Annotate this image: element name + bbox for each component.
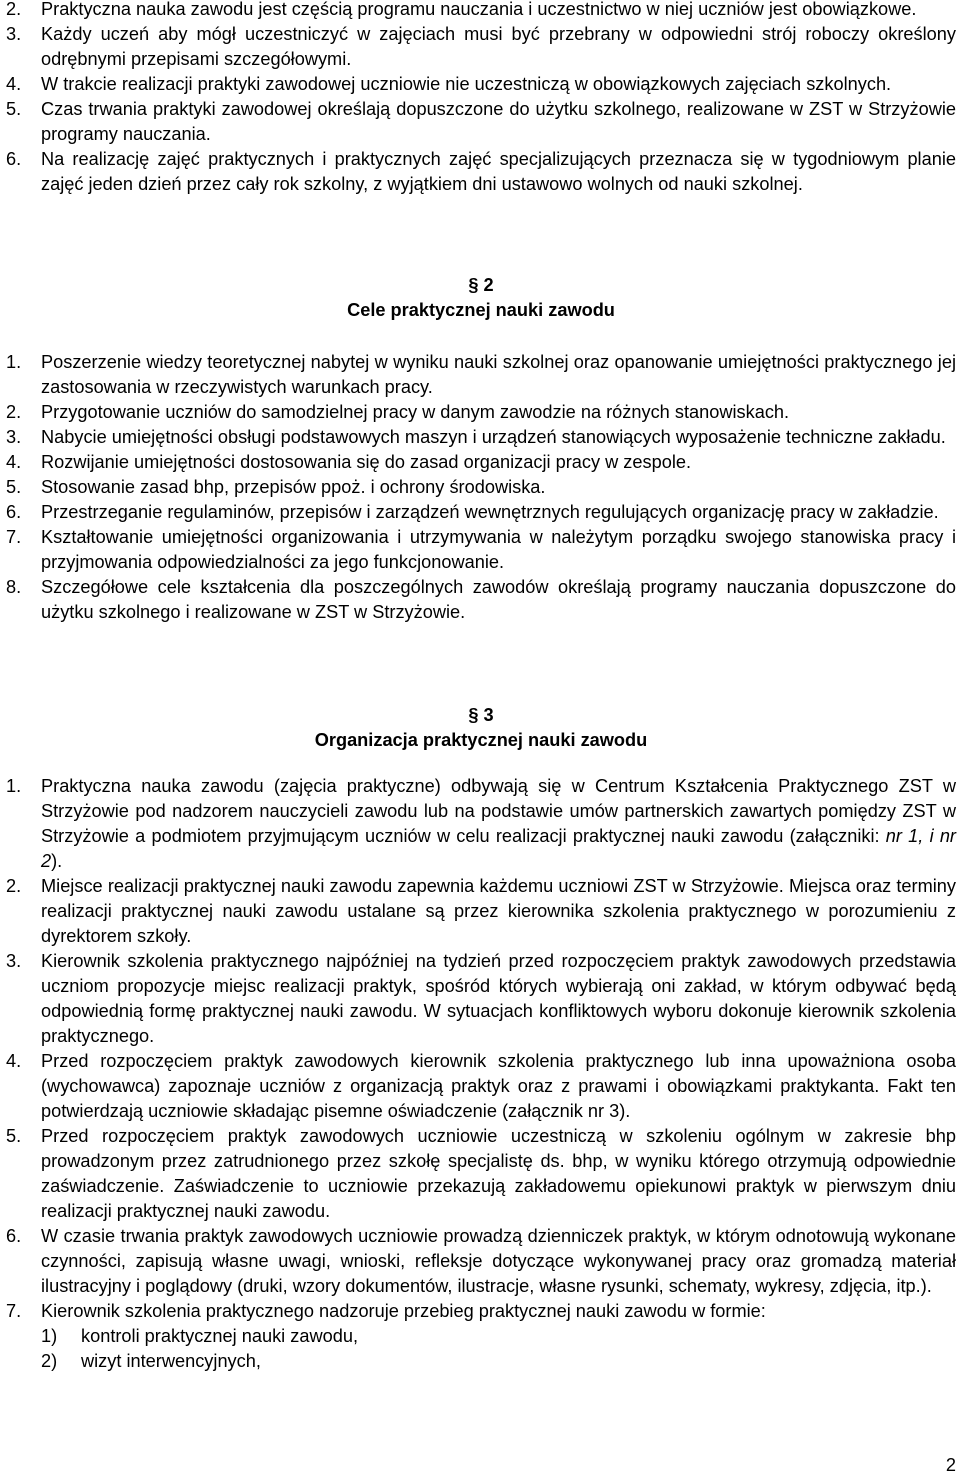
item-number: 4. (6, 1051, 22, 1071)
item-text-tail: ). (51, 851, 63, 871)
item-number: 3. (6, 427, 22, 447)
section-title: Organizacja praktycznej nauki zawodu (314, 730, 648, 750)
section-mark: § 2 (468, 275, 494, 295)
item-text: W czasie trwania praktyk zawodowych uczniowie prowadzą dzienniczek praktyk, w którym odnotowują wykonane czynności, zapisują własne uwagi, wnioski, refleksje dotyczące wykonywanej pracy oraz gromadzą materiał ilustracyjny i poglądowy (druki, wzory dokumentów, ilustracje, własne rysunki, schematy, wykresy, zdjęcia, itp.). (41, 1226, 956, 1296)
item-number: 4. (6, 452, 22, 472)
item-number: 2. (6, 0, 22, 19)
sub-list-item (6, 1324, 956, 1349)
item-text: Przygotowanie uczniów do samodzielnej pracy w danym zawodzie na różnych stanowiskach. (41, 402, 790, 422)
item-number: 7. (6, 1301, 22, 1321)
list-item (6, 147, 956, 197)
item-text: Przed rozpoczęciem praktyk zawodowych uczniowie uczestniczą w szkoleniu ogólnym w zakresie bhp prowadzonym przez zatrudnionego przez szkołę specjalistę ds. bhp, w wyniku którego otrzymują odpowiednie zaświadczenie. Zaświadczenie to uczniowie przekazują zakładowemu opiekunowi praktyk w pierwszym dniu realizacji praktycznej nauki zawodu. (41, 1126, 956, 1221)
list-item (6, 450, 956, 475)
item-number: 1. (6, 776, 22, 796)
page-number: 2 (945, 1455, 956, 1475)
list-item (6, 575, 956, 625)
sub-item-number: 2) (41, 1351, 58, 1371)
list-item (6, 500, 956, 525)
item-number: 3. (6, 24, 22, 44)
list-item (6, 475, 956, 500)
section1-list (6, 0, 956, 197)
item-text: Poszerzenie wiedzy teoretycznej nabytej w wyniku nauki szkolnej oraz opanowanie umiejętności praktycznego jej zastosowania w rzeczywistych warunkach pracy. (41, 352, 956, 397)
item-text: W trakcie realizacji praktyki zawodowej uczniowie nie uczestniczą w obowiązkowych zajęciach szkolnych. (41, 74, 892, 94)
item-text: Szczegółowe cele kształcenia dla poszczególnych zawodów określają programy nauczania dopuszczone do użytku szkolnego i realizowane w ZST w Strzyżowie. (41, 577, 956, 622)
item-number: 3. (6, 951, 22, 971)
item-number: 5. (6, 1126, 22, 1146)
list-item (6, 874, 956, 949)
item-number: 6. (6, 1226, 22, 1246)
item-italic-text: nr 1, i nr 2 (41, 826, 956, 871)
section-mark: § 3 (468, 705, 494, 725)
item-number: 1. (6, 352, 22, 372)
item-number: 8. (6, 577, 22, 597)
item-text: Na realizację zajęć praktycznych i praktycznych zajęć specjalizujących przeznacza się w tygodniowym planie zajęć jeden dzień przez cały rok szkolny, z wyjątkiem dni ustawowo wolnych od nauki szkolnej. (41, 149, 956, 194)
list-item (6, 97, 956, 147)
item-text: Miejsce realizacji praktycznej nauki zawodu zapewnia każdemu uczniowi ZST w Strzyżowie. Miejsca oraz terminy realizacji praktycznej nauki zawodu ustalane są przez kierownika szkolenia praktycznego w porozumieniu z dyrektorem szkoły. (41, 876, 956, 946)
item-number: 7. (6, 527, 22, 547)
item-number: 5. (6, 477, 22, 497)
item-number: 6. (6, 502, 22, 522)
list-item (6, 22, 956, 72)
list-item (6, 1299, 956, 1324)
sub-item-text: wizyt interwencyjnych, (81, 1351, 261, 1371)
item-text: Przed rozpoczęciem praktyk zawodowych kierownik szkolenia praktycznego lub inna upoważniona osoba (wychowawca) zapoznaje uczniów z organizacją praktyk oraz z prawami i obowiązkami praktykanta. Fakt ten potwierdzają uczniowie składając pisemne oświadczenie (załącznik nr 3). (41, 1051, 956, 1121)
item-text: Stosowanie zasad bhp, przepisów ppoż. i ochrony środowiska. (41, 477, 546, 497)
item-text: Rozwijanie umiejętności dostosowania się do zasad organizacji pracy w zespole. (41, 452, 692, 472)
list-item (6, 72, 956, 97)
list-item (6, 425, 956, 450)
item-text: Praktyczna nauka zawodu (zajęcia praktyczne) odbywają się w Centrum Kształcenia Praktycznego ZST w Strzyżowie pod nadzorem nauczycieli zawodu lub na podstawie umów partnerskich zawartych pomiędzy ZST w Strzyżowie a podmiotem przyjmującym uczniów w celu realizacji praktycznej nauki zawodu (załączniki: (41, 776, 956, 846)
list-item (6, 400, 956, 425)
list-item (6, 1224, 956, 1299)
section3-list (6, 774, 956, 1374)
item-number: 5. (6, 99, 22, 119)
list-item (6, 1124, 956, 1224)
item-text: Nabycie umiejętności obsługi podstawowych maszyn i urządzeń stanowiących wyposażenie techniczne zakładu. (41, 427, 946, 447)
sub-item-number: 1) (41, 1326, 58, 1346)
item-text: Kierownik szkolenia praktycznego najpóźniej na tydzień przed rozpoczęciem praktyk zawodowych przedstawia uczniom propozycje miejsc realizacji praktyk, spośród których wybierają oni zakład, w którym odbywać będą odpowiednią formę praktycznej nauki zawodu. W sytuacjach konfliktowych wyboru dokonuje kierownik szkolenia praktycznego. (41, 951, 956, 1046)
section3-heading (6, 703, 956, 753)
item-text: Praktyczna nauka zawodu jest częścią programu nauczania i uczestnictwo w niej uczniów jest obowiązkowe. (41, 0, 917, 19)
item-number: 6. (6, 149, 22, 169)
sub-item-text: kontroli praktycznej nauki zawodu, (81, 1326, 358, 1346)
item-text: Każdy uczeń aby mógł uczestniczyć w zajęciach musi być przebrany w odpowiedni strój roboczy określony odrębnymi przepisami szczegółowymi. (41, 24, 956, 69)
section2-heading (6, 273, 956, 323)
list-item (6, 350, 956, 400)
list-item (6, 774, 956, 874)
section2-list (6, 350, 956, 625)
sub-list-item (6, 1349, 956, 1374)
list-item (6, 525, 956, 575)
list-item (6, 949, 956, 1049)
item-text: Kierownik szkolenia praktycznego nadzoruje przebieg praktycznej nauki zawodu w formie: (41, 1301, 766, 1321)
section-title: Cele praktycznej nauki zawodu (347, 300, 615, 320)
item-text: Przestrzeganie regulaminów, przepisów i zarządzeń wewnętrznych regulujących organizację pracy w zakładzie. (41, 502, 939, 522)
item-text: Kształtowanie umiejętności organizowania i utrzymywania w należytym porządku swojego stanowiska pracy i przyjmowania odpowiedzialności za jego funkcjonowanie. (41, 527, 956, 572)
item-number: 2. (6, 402, 22, 422)
item-number: 2. (6, 876, 22, 896)
list-item (6, 1049, 956, 1124)
item-text: Czas trwania praktyki zawodowej określają dopuszczone do użytku szkolnego, realizowane w ZST w Strzyżowie programy nauczania. (41, 99, 956, 144)
item-number: 4. (6, 74, 22, 94)
list-item (6, 0, 956, 22)
